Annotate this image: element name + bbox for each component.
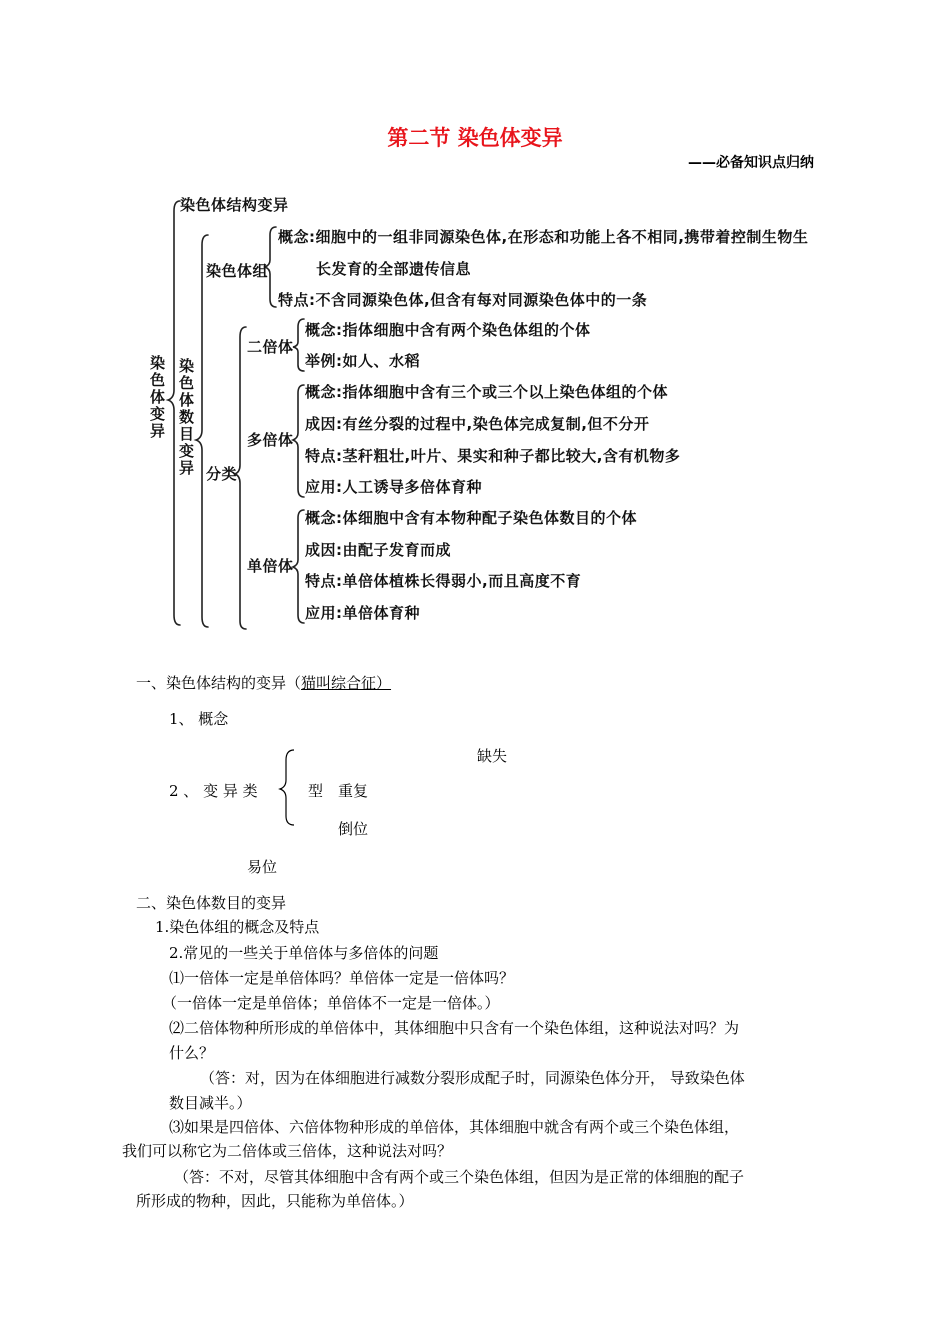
answer-1: （一倍体一定是单倍体；单倍体不一定是一倍体。） [162,994,500,1012]
variation-type-brace [278,748,298,828]
question-1: ⑴一倍体一定是单倍体吗？单倍体一定是一倍体吗？ [169,969,515,987]
polyploid-use: 应用:人工诱导多倍体育种 [305,478,482,496]
section1-item2-type: 型 [308,782,324,800]
polyploid-feature: 特点:茎秆粗壮,叶片、果实和种子都比较大,含有机物多 [305,447,681,465]
question-3-line1: ⑶如果是四倍体、六倍体物种形成的单倍体，其体细胞中就含有两个或三个染色体组， [169,1118,740,1136]
node-polyploid: 多倍体 [247,431,294,449]
variation-type-deletion: 缺失 [477,747,508,765]
diploid-example: 举例:如人、水稻 [305,352,420,370]
section1-heading-text: 一、染色体结构的变异（ [136,674,302,692]
set-concept-line1: 概念:细胞中的一组非同源染色体,在形态和功能上各不相同,携带着控制生物生 [278,228,809,246]
set-feature: 特点:不含同源染色体,但含有每对同源染色体中的一条 [278,291,648,309]
section1-item2-label: 2 、 变 异 类 [169,782,258,800]
node-classification: 分类 [206,465,238,483]
polyploid-concept: 概念:指体细胞中含有三个或三个以上染色体组的个体 [305,383,669,401]
section1-heading [136,672,391,693]
polyploid-brace [293,385,304,497]
section1-item1: 1、 概念 [169,710,229,728]
haploid-brace [293,510,304,623]
question-2-line1: ⑵二倍体物种所形成的单倍体中，其体细胞中只含有一个染色体组，这种说法对吗？为 [169,1019,740,1037]
node-number: 染色体数目变异 [178,357,194,477]
haploid-use: 应用:单倍体育种 [305,604,420,622]
set-concept-line2: 长发育的全部遗传信息 [316,260,472,278]
concept-map-brackets [140,185,820,635]
section2-item1: 1.染色体组的概念及特点 [155,918,320,936]
answer-3-line1: （答：不对，尽管其体细胞中含有两个或三个染色体组，但因为是正常的体细胞的配子 [174,1168,745,1186]
variation-type-inversion: 倒位 [338,820,369,838]
variation-type-duplication: 重复 [338,782,369,800]
variation-type-translocation: 易位 [247,858,278,876]
node-root: 染色体变异 [149,354,165,440]
haploid-cause: 成因:由配子发育而成 [305,541,451,559]
question-2-line2: 什么？ [169,1044,215,1062]
section1-heading-link: 猫叫综合征） [301,674,392,692]
concept-map [140,185,820,635]
diploid-concept: 概念:指体细胞中含有两个染色体组的个体 [305,321,591,339]
node-chromosome-set: 染色体组 [206,262,269,280]
section2-heading: 二、染色体数目的变异 [136,894,287,912]
answer-3-line2: 所形成的物种，因此，只能称为单倍体。） [136,1192,414,1210]
node-diploid: 二倍体 [247,338,294,356]
number-brace [196,235,208,627]
question-3-line2: 我们可以称它为二倍体或三倍体，这种说法对吗？ [122,1142,453,1160]
section2-item2: 2.常见的一些关于单倍体与多倍体的问题 [169,944,439,962]
haploid-feature: 特点:单倍体植株长得弱小,而且高度不育 [305,572,582,590]
page-subtitle: ——必备知识点归纳 [688,155,814,171]
answer-2-line1: （答：对，因为在体细胞进行减数分裂形成配子时，同源染色体分开， 导致染色体 [200,1069,745,1087]
polyploid-cause: 成因:有丝分裂的过程中,染色体完成复制,但不分开 [305,415,650,433]
page-title: 第二节 染色体变异 [387,126,563,150]
node-structure: 染色体结构变异 [180,196,289,214]
node-haploid: 单倍体 [247,557,294,575]
haploid-concept: 概念:体细胞中含有本物种配子染色体数目的个体 [305,509,638,527]
diploid-brace [293,319,304,371]
answer-2-line2: 数目减半。） [169,1094,252,1112]
